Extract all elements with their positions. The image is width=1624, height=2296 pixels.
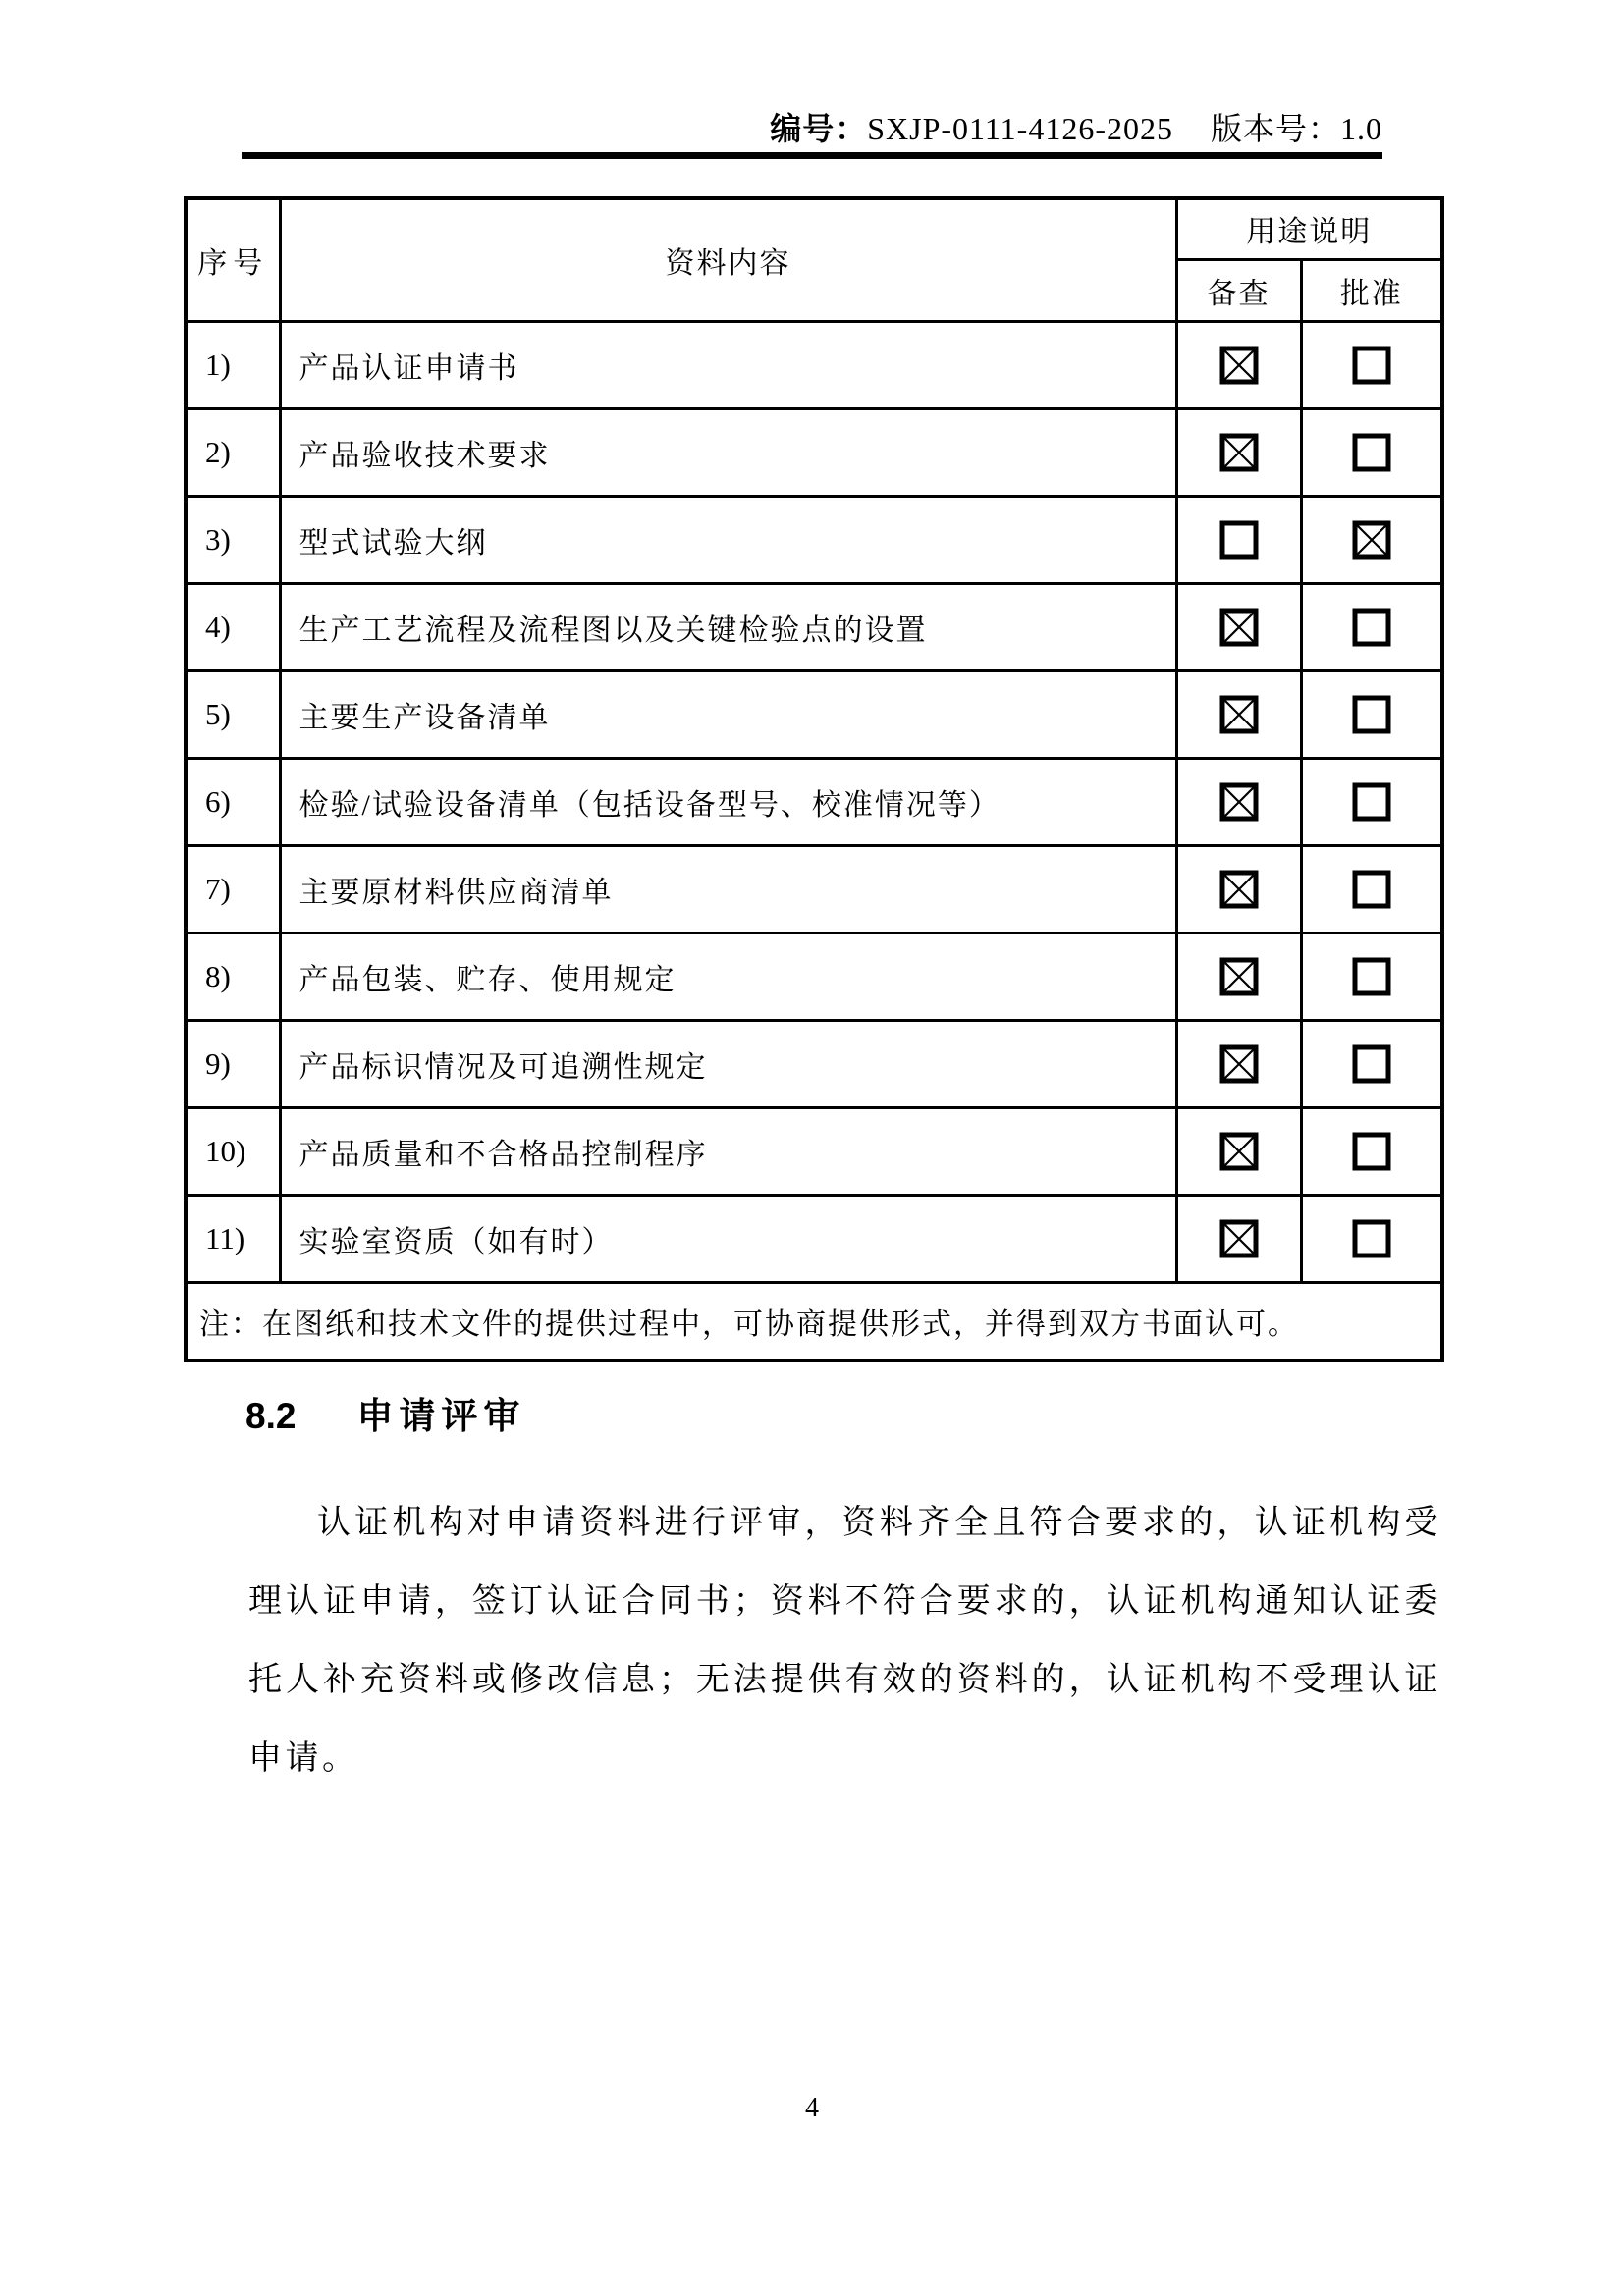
note-row	[186, 1282, 1442, 1361]
checked-checkbox-icon	[1219, 1132, 1259, 1171]
table-row	[186, 845, 1442, 933]
checked-checkbox-icon	[1219, 870, 1259, 909]
pizhun-checkbox-cell	[1301, 758, 1442, 845]
table-row	[186, 1107, 1442, 1195]
row-content: 产品标识情况及可追溯性规定	[280, 1020, 1176, 1107]
unchecked-checkbox-icon	[1352, 1132, 1391, 1171]
section-number: 8.2	[245, 1396, 297, 1436]
row-number: 10)	[186, 1107, 280, 1195]
unchecked-checkbox-icon	[1352, 608, 1391, 647]
table-row	[186, 321, 1442, 408]
beicha-checkbox-cell	[1176, 845, 1301, 933]
version-value: 1.0	[1340, 111, 1382, 146]
row-content: 主要生产设备清单	[280, 670, 1176, 758]
table-row	[186, 1020, 1442, 1107]
checked-checkbox-icon	[1219, 1219, 1259, 1258]
checked-checkbox-icon	[1219, 957, 1259, 996]
table-row	[186, 670, 1442, 758]
row-number: 2)	[186, 408, 280, 496]
pizhun-checkbox-cell	[1301, 408, 1442, 496]
column-header-beicha: 备查	[1176, 259, 1301, 321]
beicha-checkbox-cell	[1176, 583, 1301, 670]
column-header-usage: 用途说明	[1176, 198, 1442, 259]
unchecked-checkbox-icon	[1352, 782, 1391, 822]
doc-number-value: SXJP-0111-4126-2025	[867, 111, 1173, 146]
header-divider-rule	[242, 152, 1382, 159]
checked-checkbox-icon	[1219, 782, 1259, 822]
table-header-row-1	[186, 198, 1442, 259]
pizhun-checkbox-cell	[1301, 670, 1442, 758]
row-content: 检验/试验设备清单（包括设备型号、校准情况等）	[280, 758, 1176, 845]
checked-checkbox-icon	[1219, 1044, 1259, 1084]
table-footer	[186, 1282, 1442, 1361]
version-label: 版本号：	[1210, 111, 1340, 146]
beicha-checkbox-cell	[1176, 496, 1301, 583]
beicha-checkbox-cell	[1176, 1107, 1301, 1195]
beicha-checkbox-cell	[1176, 408, 1301, 496]
checked-checkbox-icon	[1219, 695, 1259, 734]
page-number: 4	[805, 2093, 819, 2123]
row-content: 产品验收技术要求	[280, 408, 1176, 496]
pizhun-checkbox-cell	[1301, 845, 1442, 933]
row-content: 型式试验大纲	[280, 496, 1176, 583]
pizhun-checkbox-cell	[1301, 933, 1442, 1020]
unchecked-checkbox-icon	[1352, 1044, 1391, 1084]
row-number: 8)	[186, 933, 280, 1020]
beicha-checkbox-cell	[1176, 1195, 1301, 1282]
row-number: 6)	[186, 758, 280, 845]
pizhun-checkbox-cell	[1301, 1107, 1442, 1195]
row-number: 7)	[186, 845, 280, 933]
row-number: 1)	[186, 321, 280, 408]
row-content: 主要原材料供应商清单	[280, 845, 1176, 933]
pizhun-checkbox-cell	[1301, 1195, 1442, 1282]
unchecked-checkbox-icon	[1219, 520, 1259, 560]
beicha-checkbox-cell	[1176, 1020, 1301, 1107]
pizhun-checkbox-cell	[1301, 496, 1442, 583]
checked-checkbox-icon	[1219, 433, 1259, 472]
row-number: 9)	[186, 1020, 280, 1107]
unchecked-checkbox-icon	[1352, 346, 1391, 385]
row-number: 5)	[186, 670, 280, 758]
application-materials-table	[184, 196, 1444, 1362]
body-paragraph: 认证机构对申请资料进行评审，资料齐全且符合要求的，认证机构受理认证申请，签订认证合同书；资料不符合要求的，认证机构通知认证委托人补充资料或修改信息；无法提供有效的资料的，认证机构不受理认证申请。	[248, 1505, 1441, 1777]
table-body	[186, 321, 1442, 1282]
section-title: 申请评审	[356, 1396, 526, 1436]
section-heading	[245, 1386, 525, 1439]
pizhun-checkbox-cell	[1301, 321, 1442, 408]
row-content: 实验室资质（如有时）	[280, 1195, 1176, 1282]
unchecked-checkbox-icon	[1352, 433, 1391, 472]
table-row	[186, 933, 1442, 1020]
unchecked-checkbox-icon	[1352, 957, 1391, 996]
pizhun-checkbox-cell	[1301, 583, 1442, 670]
row-content: 产品认证申请书	[280, 321, 1176, 408]
beicha-checkbox-cell	[1176, 758, 1301, 845]
checked-checkbox-icon	[1219, 346, 1259, 385]
table-note: 注：在图纸和技术文件的提供过程中，可协商提供形式，并得到双方书面认可。	[186, 1282, 1442, 1361]
table-row	[186, 408, 1442, 496]
column-header-pizhun: 批准	[1301, 259, 1442, 321]
row-number: 3)	[186, 496, 280, 583]
pizhun-checkbox-cell	[1301, 1020, 1442, 1107]
beicha-checkbox-cell	[1176, 670, 1301, 758]
unchecked-checkbox-icon	[1352, 695, 1391, 734]
doc-number-label: 编号：	[770, 111, 868, 146]
column-header-number: 序号	[186, 198, 280, 321]
row-content: 产品质量和不合格品控制程序	[280, 1107, 1176, 1195]
row-content: 生产工艺流程及流程图以及关键检验点的设置	[280, 583, 1176, 670]
table-row	[186, 583, 1442, 670]
unchecked-checkbox-icon	[1352, 870, 1391, 909]
beicha-checkbox-cell	[1176, 321, 1301, 408]
table-row	[186, 496, 1442, 583]
checked-checkbox-icon	[1219, 608, 1259, 647]
row-number: 4)	[186, 583, 280, 670]
table-row	[186, 1195, 1442, 1282]
unchecked-checkbox-icon	[1352, 1219, 1391, 1258]
table-row	[186, 758, 1442, 845]
beicha-checkbox-cell	[1176, 933, 1301, 1020]
table-header	[186, 198, 1442, 321]
row-content: 产品包装、贮存、使用规定	[280, 933, 1176, 1020]
checked-checkbox-icon	[1352, 520, 1391, 560]
column-header-content: 资料内容	[280, 198, 1176, 321]
document-number-header	[770, 104, 1382, 149]
row-number: 11)	[186, 1195, 280, 1282]
